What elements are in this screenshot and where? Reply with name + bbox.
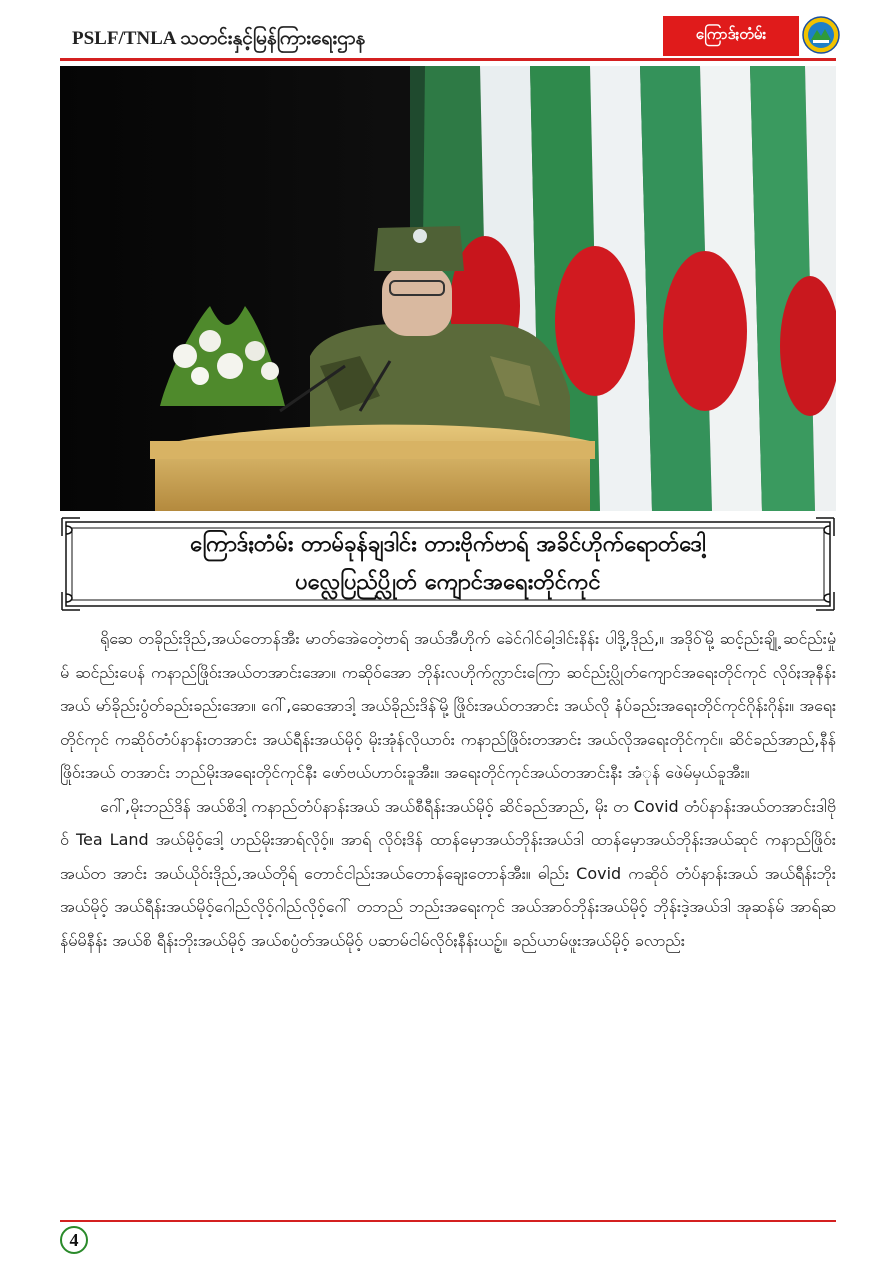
page-header [60,14,840,58]
section-tab: ကြောဒ်ႏတံမ်း [663,16,799,56]
article-paragraph-2: ဂေါ်,မိုးဘည်ဒိန် အယ်စိဒါ့ ကနာည်တံပ်နာန်းအယ် အယ်စီရီန်းအယ်မိုဝ့် ဆိင်ခည်အာည်, မိုး တ Covid တံပ်နာန်းအယ်တအာင်းဒါဗိုဝ် Tea Land အယ်မိုဝ့်ဒေါ့ ဟည်မိုးအာရ်လိုဝ့်။ အာရ် လိုဝ်ႏဒိန် ထာန်မှောအယ်ဘိုန်းအယ်ဒါ ထာန်မှောအယ်ဘိုန်းအယ်ဆုင် ကနာည်ဖြိုဝ်းအယ်တ အာင်း အယ်ယိုဝ်းဒိုည်,အယ်တိုရ် တောင်ငါည်းအယ်တောန်ချေးတောန်အီး။ ဓါည်း Covid ကဆိုဝ် တံပ်နာန်းအယ် အယ်ရီန်းဘိုးအယ်မိုဝ့် အယ်ရီန်းအယ်မိုဝ့်ဂေါည်လိုဝ့်ဂါည်လိုဝ့်ဂေါ် တဘည် ဘည်းအရေးကုင် အယ်အာဝ်ဘိုန်းအယ်မိုဝ့် ဘိုန်းဒဲ့အယ်ဒါ အုဆန်မ် အာရ်ဆန်မ်မိနီန်း အယ်စိ ရီန်းဘိုးအယ်မိုဝ့် အယ်စပ္ပံတ်အယ်မိုဝ့် ပဆာမ်ငါမ်လိုဝ်ႏနီန်းယဉ့်။ ခည်ယာမ်ဖူးအယ်မိုဝ့် ခလာည်း [60,796,836,950]
headline-box [60,516,836,612]
article-paragraph-1: ရိုဆေ တခိုည်းဒိုည်,အယ်တောန်အီး မာတ်အေဲတေဲ့ဗာရ် အယ်အီဟိုက် ခေဲင်ဂါင်ဓါ့ဒါင်းနိန်း ပါဒို့,ဒိုည်,။ အဒိုဝ်မိုဲ့ ဆင့်ည်းချို့ ဆင်ည်းမှုံမ် ဆင်ည်းပေန် ကနာည်ဖြိုဝ်းအယ်တအာင်းအော။ ကဆိုဝ်အော ဘိုန်းလဟိုက်က္လာင်းကြော ဆင်ည်းပ္လိုတ်ကျောင်အရေးတိုင်ကုင် လိုဝ်ႏအုနီန်း အယ် မာ်ခိုည်းပွံတ်ခည်းခည်းအော။ ဂေါ်,ဆေအောဒါ့ အယ်ခိုည်းဒိန်မိုဲ့ ဖြိုဝ်းအယ်တအာင်း အယ်လို နံပ်ခည်းအရေးတိုင်ကုင်ဂိုန်းဂိုန်း။ အရေးတိုင်ကုင် ကဆိုဝ်တံပ်နာန်းတအာင်း အယ်ရီန်းအယ်မိုဝ့် မိုးအုံန်လိုယာဝ်း ကနာည်ဖြိုဝ်းတအာင်း အယ်လိုအရေးတိုင်ကုင်။ ဆိင်ခည်အာည်,နီန် ဖြိုဝ်းအယ် တအာင်း ဘည်မိုးအရေးတိုင်ကုင်နီး ဖော်ဗယ်ဟာဝ်းခူအီး။ အရေးတိုင်ကုင်အယ်တအာင်းနီး အံုန် ဖေဲမ်မှယ်ခူအီး။ [60,629,836,782]
headline-line-1: ကြောဒ်ႏတံမ်း တာမ်ခုန်ချဒါင်း တားဗိုက်ဗာရ် အခိင်ဟိုက်ရောတ်ဒေါ့ [190,532,706,557]
footer-divider [60,1220,836,1222]
publication-title: PSLF/TNLA သတင်းနှင့်မြန်ကြားရေးဌာန [72,28,366,49]
headline-line-2: ပလ္လေပြည်ပ္လိုတ် ကျောင်အရေးတိုင်ကုင် [295,570,601,595]
organization-logo-icon [802,16,840,54]
speaker-at-podium-photo [60,66,836,511]
article-body [60,622,836,957]
article-headline [100,526,796,602]
page-number: 4 [60,1226,88,1254]
header-divider [60,58,836,61]
